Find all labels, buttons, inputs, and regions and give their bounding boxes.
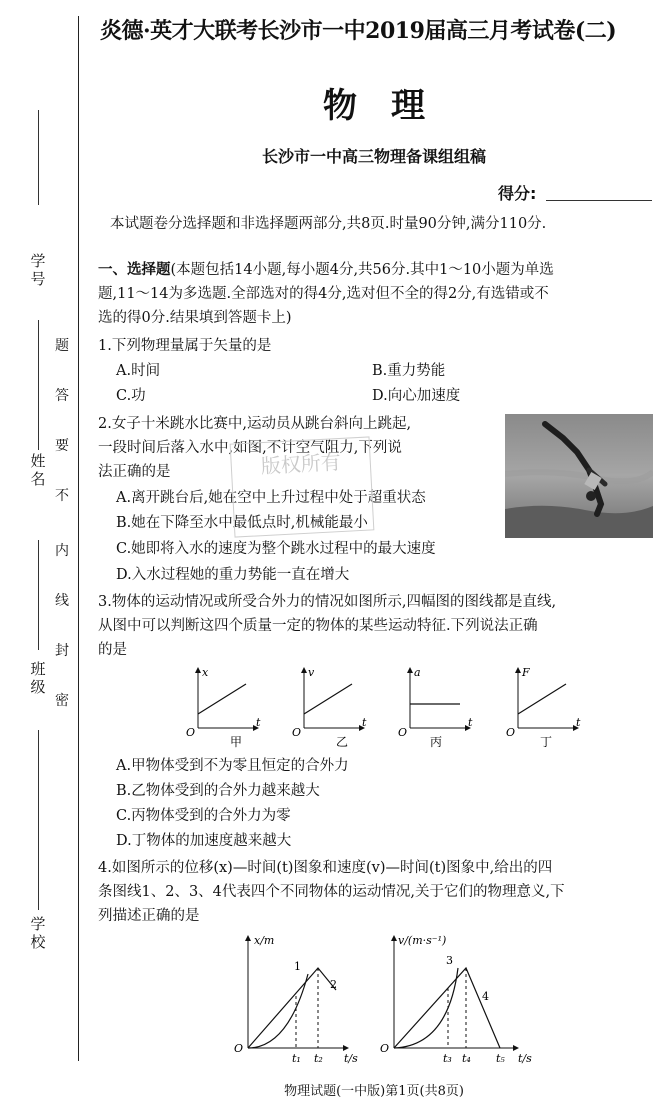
school-blank[interactable] xyxy=(38,730,39,910)
graph-jia xyxy=(186,666,261,749)
seal-char: 题 xyxy=(55,338,69,354)
q3-option-a[interactable]: A.甲物体受到不为零且恒定的合外力 xyxy=(116,758,349,774)
seal-char: 封 xyxy=(55,643,69,659)
q4-stem-line2: 条图线1、2、3、4代表四个不同物体的运动情况,关于它们的物理意义,下 xyxy=(98,884,565,900)
q2-stem-line3: 法正确的是 xyxy=(98,464,171,480)
curve-4 xyxy=(394,968,500,1048)
q3-stem-line2: 从图中可以判断这四个质量一定的物体的某些运动特征.下列说法正确 xyxy=(98,618,538,634)
exam-intro: 本试题卷分选择题和非选择题两部分,共8页.时量90分钟,满分110分. xyxy=(110,216,547,232)
q4-graphs xyxy=(228,928,548,1064)
vt-xlabel: t/s xyxy=(518,1052,532,1064)
graph-bing-caption: 丙 xyxy=(430,735,443,749)
vt-tick-t5: t₅ xyxy=(496,1052,505,1064)
q1-option-d[interactable]: D.向心加速度 xyxy=(372,388,461,404)
exam-title: 炎德·英才大联考长沙市一中2019届高三月考试卷(二) xyxy=(100,18,617,44)
q3-stem-line3: 的是 xyxy=(98,642,127,658)
score-blank[interactable] xyxy=(546,200,652,201)
subject-title: 物 理 xyxy=(323,86,425,126)
graph-xt xyxy=(234,934,358,1064)
author-line: 长沙市一中高三物理备课组组稿 xyxy=(261,147,486,166)
q3-option-c[interactable]: C.丙物体受到的合外力为零 xyxy=(116,808,291,824)
xt-curve-label-1: 1 xyxy=(294,960,301,973)
q3-option-d[interactable]: D.丁物体的加速度越来越大 xyxy=(116,833,292,849)
graph-ding-ylabel: F xyxy=(522,666,530,679)
graph-yi-caption: 乙 xyxy=(336,735,349,749)
q3-graphs xyxy=(180,662,600,754)
name-blank[interactable] xyxy=(38,320,39,450)
curve-2 xyxy=(248,968,336,1048)
seal-char: 答 xyxy=(55,388,69,404)
seal-char: 线 xyxy=(55,593,69,609)
binding-line xyxy=(78,16,79,1061)
section-desc-line1: 一、选择题(本题包括14小题,每小题4分,共56分.其中1～10小题为单选 xyxy=(98,262,554,278)
graph-vt xyxy=(380,934,532,1064)
graph-yi-origin: O xyxy=(292,726,302,739)
class-blank[interactable] xyxy=(38,540,39,650)
xt-xlabel: t/s xyxy=(344,1052,358,1064)
q1-stem: 1.下列物理量属于矢量的是 xyxy=(98,338,272,354)
graph-jia-origin: O xyxy=(186,726,196,739)
graph-yi-ylabel: v xyxy=(308,666,315,679)
vt-curve-label-4: 4 xyxy=(482,990,489,1003)
field-name: 姓 名 xyxy=(30,452,46,488)
graph-yi-xlabel: t xyxy=(362,716,367,729)
graph-ding-caption: 丁 xyxy=(540,735,553,749)
watermark: 版权所有 xyxy=(230,436,375,537)
q2-stem-line2: 一段时间后落入水中,如图,不计空气阻力,下列说 xyxy=(98,440,402,456)
graph-jia-ylabel: x xyxy=(202,666,209,679)
q1-option-b[interactable]: B.重力势能 xyxy=(372,363,446,379)
graph-ding-origin: O xyxy=(506,726,516,739)
graph-yi xyxy=(292,666,367,749)
q1-option-c[interactable]: C.功 xyxy=(116,388,146,404)
q2-option-a[interactable]: A.离开跳台后,她在空中上升过程中处于超重状态 xyxy=(116,490,426,506)
vt-tick-t4: t₄ xyxy=(462,1052,471,1064)
vt-tick-t3: t₃ xyxy=(443,1052,452,1064)
graph-bing-xlabel: t xyxy=(468,716,473,729)
q2-stem-line1: 2.女子十米跳水比赛中,运动员从跳台斜向上跳起, xyxy=(98,416,412,432)
xt-origin: O xyxy=(234,1042,244,1055)
graph-jia-xlabel: t xyxy=(256,716,261,729)
seal-char: 内 xyxy=(55,543,69,559)
graph-ding xyxy=(506,666,581,749)
vt-curve-label-3: 3 xyxy=(446,954,453,967)
xt-ylabel: x/m xyxy=(254,934,275,947)
field-student-id: 学 号 xyxy=(30,252,46,288)
q4-stem-line3: 列描述正确的是 xyxy=(98,908,200,924)
graph-jia-caption: 甲 xyxy=(230,735,243,749)
xt-tick-t1: t₁ xyxy=(292,1052,301,1064)
graph-bing xyxy=(398,666,473,749)
page-footer: 物理试题(一中版)第1页(共8页) xyxy=(284,1084,464,1099)
q3-stem-line1: 3.物体的运动情况或所受合外力的情况如图所示,四幅图的图线都是直线, xyxy=(98,594,557,610)
seal-char: 密 xyxy=(55,693,69,709)
xt-tick-t2: t₂ xyxy=(314,1052,323,1064)
vt-origin: O xyxy=(380,1042,390,1055)
q4-stem-line1: 4.如图所示的位移(x)—时间(t)图象和速度(v)—时间(t)图象中,给出的四 xyxy=(98,860,553,876)
xt-curve-label-2: 2 xyxy=(330,978,337,991)
graph-bing-ylabel: a xyxy=(414,666,421,679)
score-label: 得分: xyxy=(498,184,537,203)
seal-char: 要 xyxy=(55,438,69,454)
field-class: 班 级 xyxy=(30,660,46,696)
section-heading: 一、选择题 xyxy=(98,262,171,278)
graph-bing-origin: O xyxy=(398,726,408,739)
graph-ding-xlabel: t xyxy=(576,716,581,729)
vt-ylabel: v/(m·s⁻¹) xyxy=(398,934,447,947)
q2-option-b[interactable]: B.她在下降至水中最低点时,机械能最小 xyxy=(116,515,368,531)
q2-option-c[interactable]: C.她即将入水的速度为整个跳水过程中的最大速度 xyxy=(116,541,436,557)
field-school: 学 校 xyxy=(30,915,46,951)
q1-option-a[interactable]: A.时间 xyxy=(116,363,161,379)
diver-photo xyxy=(505,414,653,538)
seal-char: 不 xyxy=(55,488,69,504)
section-desc-line2: 题,11～14为多选题.全部选对的得4分,选对但不全的得2分,有选错或不 xyxy=(98,286,549,302)
section-desc-line3: 选的得0分.结果填到答题卡上) xyxy=(98,310,292,326)
q2-option-d[interactable]: D.入水过程她的重力势能一直在增大 xyxy=(116,567,350,583)
q3-option-b[interactable]: B.乙物体受到的合外力越来越大 xyxy=(116,783,320,799)
